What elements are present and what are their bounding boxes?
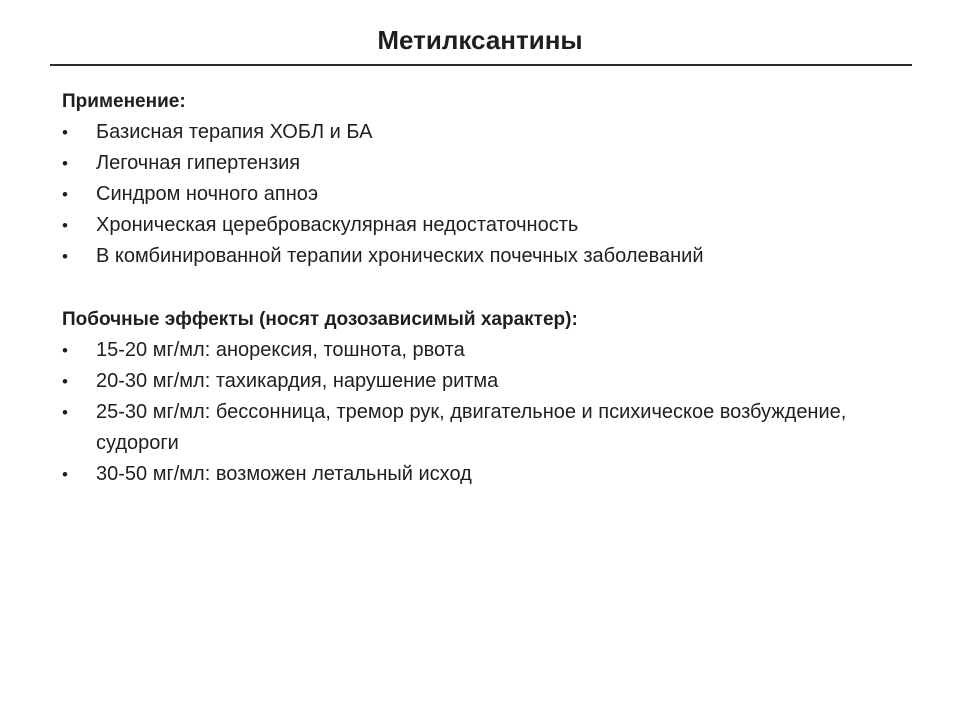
list-item-text: 30-50 мг/мл: возможен летальный исход (96, 463, 472, 485)
list-item-text: 25-30 мг/мл: бессонница, тремор рук, двигательное и психическое возбуждение, судороги (96, 401, 847, 454)
section-application (62, 86, 892, 272)
list-item (62, 210, 892, 241)
list-item (62, 148, 892, 179)
bullet-icon: • (62, 372, 68, 391)
list-item (62, 366, 892, 397)
list-item (62, 459, 892, 490)
bullet-list (62, 335, 892, 490)
list-item-text: Базисная терапия ХОБЛ и БА (96, 121, 373, 143)
list-item-text: Хроническая цереброваскулярная недостаточность (96, 214, 579, 236)
list-item (62, 179, 892, 210)
bullet-icon: • (62, 247, 68, 266)
list-item (62, 335, 892, 366)
list-item (62, 397, 892, 459)
list-item-text: Легочная гипертензия (96, 152, 301, 174)
title-divider (50, 64, 912, 66)
bullet-list (62, 117, 892, 272)
list-item (62, 241, 892, 272)
list-item-text: В комбинированной терапии хронических почечных заболеваний (96, 245, 704, 267)
bullet-icon: • (62, 154, 68, 173)
list-item-text: Синдром ночного апноэ (96, 183, 319, 205)
section-heading: Побочные эффекты (носят дозозависимый характер): (62, 309, 578, 330)
bullet-icon: • (62, 185, 68, 204)
bullet-icon: • (62, 403, 68, 422)
bullet-icon: • (62, 341, 68, 360)
list-item (62, 117, 892, 148)
list-item-text: 20-30 мг/мл: тахикардия, нарушение ритма (96, 370, 499, 392)
slide-title: Метилксантины (377, 25, 583, 55)
list-item-text: 15-20 мг/мл: анорексия, тошнота, рвота (96, 339, 465, 361)
section-side-effects (62, 304, 892, 490)
section-heading: Применение: (62, 91, 186, 112)
bullet-icon: • (62, 123, 68, 142)
slide-content (62, 86, 892, 490)
bullet-icon: • (62, 216, 68, 235)
bullet-icon: • (62, 465, 68, 484)
